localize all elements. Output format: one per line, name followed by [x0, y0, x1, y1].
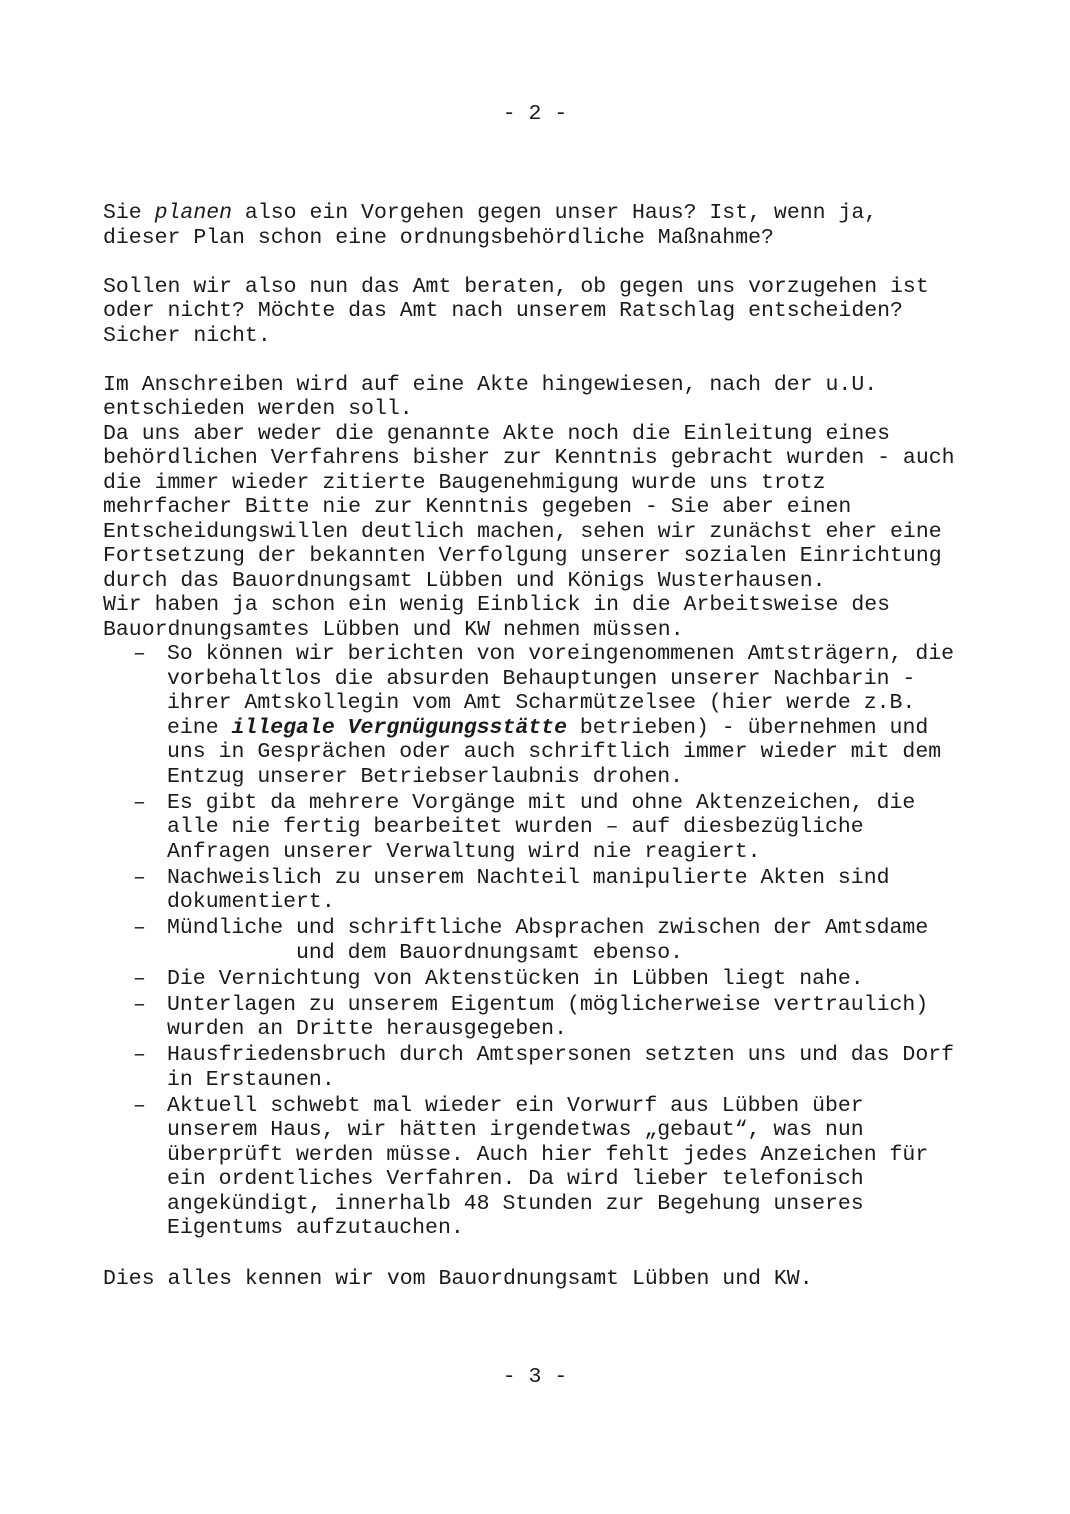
- list-item: – Hausfriedensbruch durch Amtspersonen setzten uns und das Dorf in Erstaunen.: [103, 1043, 1003, 1092]
- paragraph-text: Sie: [103, 201, 155, 225]
- emphasis-illegal-venue: illegale Vergnügungsstätte: [231, 715, 567, 740]
- list-item: – Mündliche und schriftliche Absprachen zwischen der Amtsdame und dem Bauordnungsamt ebenso.: [103, 916, 1003, 965]
- list-item-text: So können wir berichten von voreingenommenen Amtsträgern, die vorbehaltlos die absurden Behauptungen unserer Nachbarin - ihrer Amtskollegin vom Amt Scharmützelsee (hier werde z.B. eine: [167, 642, 955, 740]
- paragraph-advice-question: Sollen wir also nun das Amt beraten, ob gegen uns vorzugehen ist oder nicht? Möchte das Amt nach unserem Ratschlag entscheiden? Sicher nicht.: [103, 274, 929, 348]
- list-item: – Nachweislich zu unserem Nachteil manipulierte Akten sind dokumentiert.: [103, 866, 1003, 915]
- paragraph-text: also ein Vorgehen gegen unser Haus? Ist, wenn ja, dieser Plan schon eine ordnungsbehördliche Maßnahme?: [103, 201, 878, 250]
- emphasis-planen: planen: [154, 201, 233, 225]
- list-item: – Aktuell schwebt mal wieder ein Vorwurf aus Lübben über unserem Haus, wir hätten irgendetwas „gebaut“, was nun überprüft werden müsse. Auch hier fehlt jedes Anzeichen für ein ordentliches Verfahren. Da wird lieber telefonisch angekündigt, innerhalb 48 Stunden zur Begehung unseres Eigentums aufzutauchen.: [103, 1094, 1003, 1241]
- paragraph-plan-question: [103, 201, 1003, 250]
- complaint-list: [103, 642, 1003, 1241]
- list-item: – Es gibt da mehrere Vorgänge mit und ohne Aktenzeichen, die alle nie fertig bearbeitet wurden – auf diesbezügliche Anfragen unserer Verwaltung wird nie reagiert.: [103, 791, 1003, 865]
- page-number: - 2 -: [502, 102, 568, 126]
- list-item-text: betrieben) - übernehmen und uns in Gesprächen oder auch schriftlich immer wieder mit dem Entzug unserer Betriebserlaubnis drohen.: [167, 715, 942, 789]
- list-item: [103, 642, 1003, 789]
- paragraph-file-reference: Im Anschreiben wird auf eine Akte hingewiesen, nach der u.U. entschieden werden soll. Da uns aber weder die genannte Akte noch die Einleitung eines behördlichen Verfahrens bisher zur Kenntnis gebracht wurden - auch die immer wieder zitierte Baugenehmigung wurde uns trotz mehrfacher Bitte nie zur Kenntnis gegeben - Sie aber einen Entscheidungswillen deutlich machen, sehen wir zunächst eher eine Fortsetzung der bekannten Verfolgung unserer sozialen Einrichtung durch das Bauordnungsamt Lübben und Königs Wusterhausen. Wir haben ja schon ein wenig Einblick in die Arbeitsweise des Bauordnungsamtes Lübben und KW nehmen müssen.: [103, 372, 955, 642]
- paragraph-closing: Dies alles kennen wir vom Bauordnungsamt Lübben und KW.: [103, 1266, 813, 1291]
- list-item: – Die Vernichtung von Aktenstücken in Lübben liegt nahe.: [103, 967, 1003, 992]
- list-item: – Unterlagen zu unserem Eigentum (möglicherweise vertraulich) wurden an Dritte herausgegeben.: [103, 993, 1003, 1042]
- letter-body: [103, 201, 1003, 1291]
- next-page-indicator: - 3 -: [502, 1365, 568, 1389]
